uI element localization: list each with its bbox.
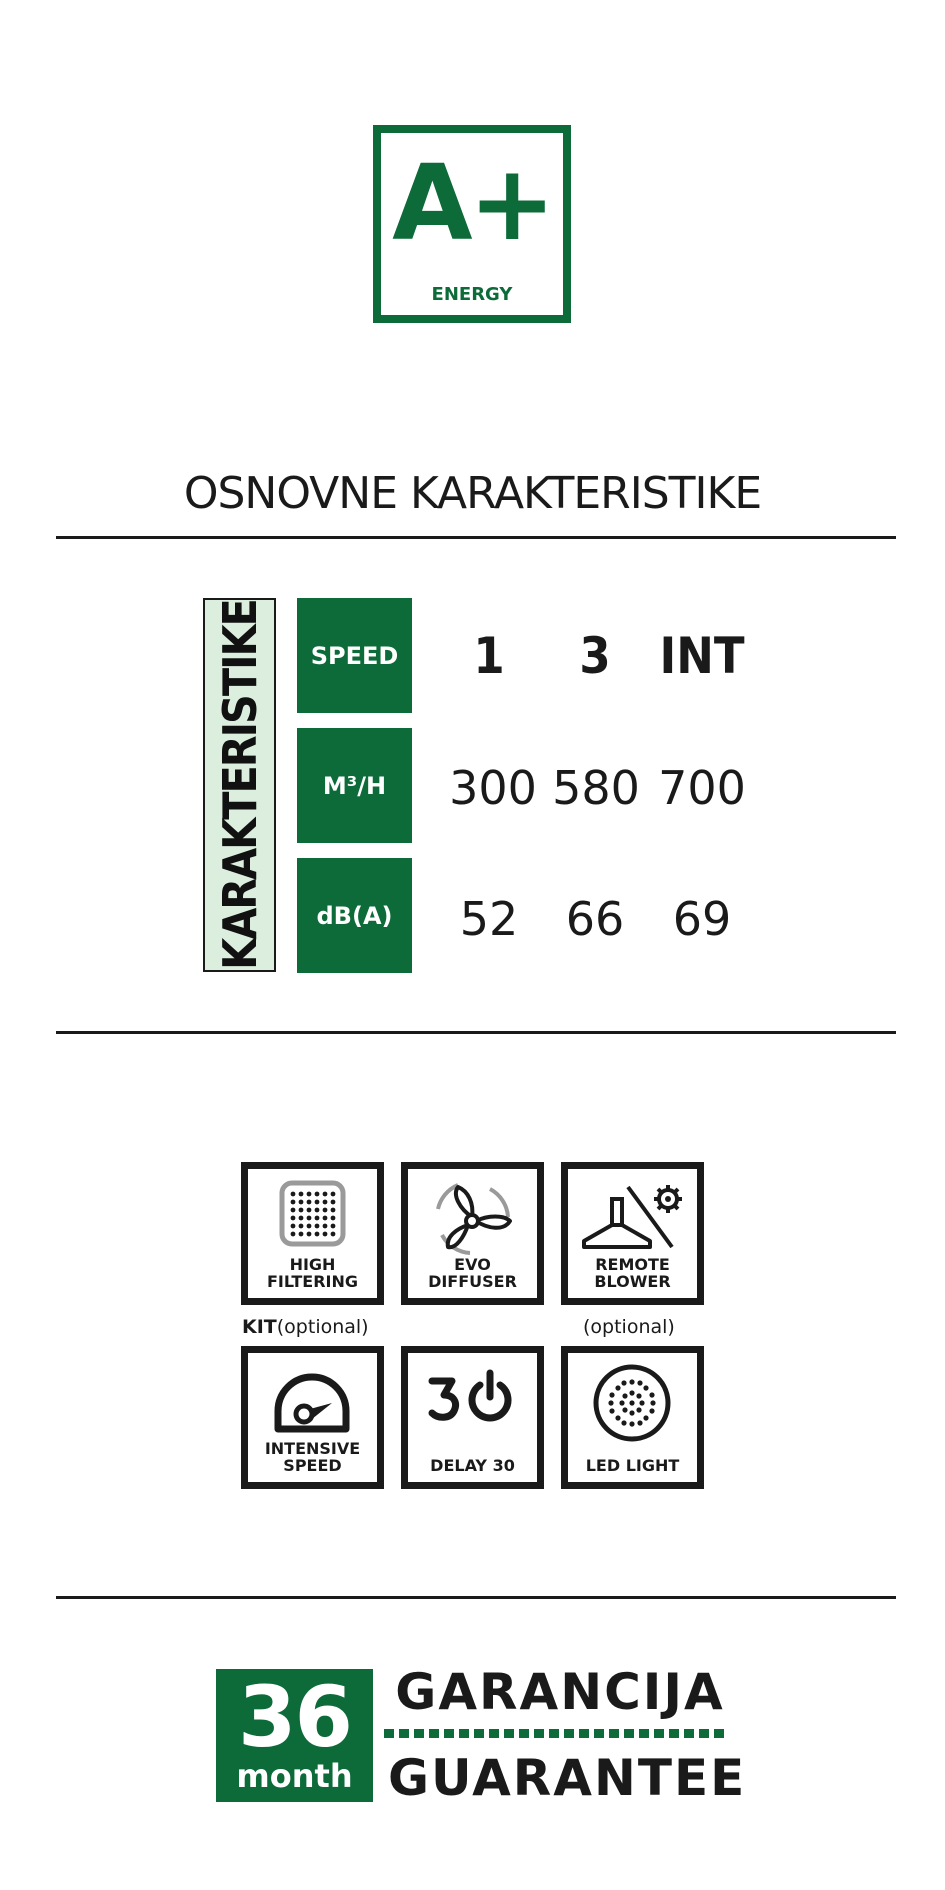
- feature-label-line2: BLOWER: [594, 1272, 671, 1291]
- guarantee-title-local: GARANCIJA: [395, 1663, 725, 1721]
- row-label-speed: SPEED: [297, 598, 412, 713]
- guarantee-months: 36: [238, 1668, 351, 1766]
- noise-value: 66: [565, 892, 625, 946]
- guarantee-badge: [216, 1669, 373, 1802]
- energy-class-badge: [373, 125, 571, 323]
- feature-remote-blower: [561, 1162, 704, 1305]
- guarantee-unit: month: [236, 1757, 353, 1795]
- feature-label: [568, 1256, 697, 1290]
- guarantee-title-english: GUARANTEE: [388, 1749, 747, 1807]
- kit-label: KIT: [242, 1316, 277, 1338]
- airflow-value: 300: [449, 761, 537, 815]
- feature-label-line2: DIFFUSER: [428, 1272, 517, 1291]
- row-label-airflow: M³/H: [297, 728, 412, 843]
- energy-grade: A+: [392, 142, 552, 264]
- remote-optional-note: (optional): [583, 1316, 675, 1338]
- feature-label: [568, 1457, 697, 1474]
- speed-value: 1: [473, 627, 505, 685]
- kit-optional-note: [242, 1316, 369, 1338]
- speed-value: INT: [659, 627, 745, 685]
- row-label-noise: dB(A): [297, 858, 412, 973]
- airflow-value: 700: [658, 761, 746, 815]
- feature-label-line2: SPEED: [283, 1456, 342, 1475]
- section-title: OSNOVNE KARAKTERISTIKE: [183, 468, 762, 519]
- energy-label: ENERGY: [431, 284, 513, 305]
- feature-label-line2: FILTERING: [266, 1272, 359, 1291]
- feature-label-line1: INTENSIVE: [264, 1439, 361, 1458]
- feature-label-line1: HIGH: [289, 1255, 336, 1274]
- airflow-value: 580: [552, 761, 640, 815]
- specs-vertical-label: [203, 598, 276, 972]
- divider-middle: [56, 1031, 896, 1034]
- feature-label: [248, 1256, 377, 1290]
- feature-high-filtering: [241, 1162, 384, 1305]
- noise-value: 69: [672, 892, 732, 946]
- feature-evo-diffuser: [401, 1162, 544, 1305]
- kit-optional-text: (optional): [276, 1316, 369, 1338]
- feature-label-line2: LED LIGHT: [585, 1456, 680, 1475]
- specs-vertical-label-text: KARAKTERISTIKE: [212, 600, 267, 970]
- feature-label-line2: DELAY 30: [430, 1456, 515, 1475]
- feature-intensive-speed: [241, 1346, 384, 1489]
- feature-label: [408, 1256, 537, 1290]
- speed-value: 3: [579, 627, 611, 685]
- feature-delay-30: [401, 1346, 544, 1489]
- feature-label-line1: REMOTE: [595, 1255, 670, 1274]
- feature-label: [248, 1440, 377, 1474]
- noise-value: 52: [459, 892, 519, 946]
- feature-led-light: [561, 1346, 704, 1489]
- feature-label-line1: EVO: [454, 1255, 491, 1274]
- divider-top: [56, 536, 896, 539]
- guarantee-dotted-divider: [384, 1729, 728, 1738]
- divider-bottom: [56, 1596, 896, 1599]
- feature-label: [408, 1457, 537, 1474]
